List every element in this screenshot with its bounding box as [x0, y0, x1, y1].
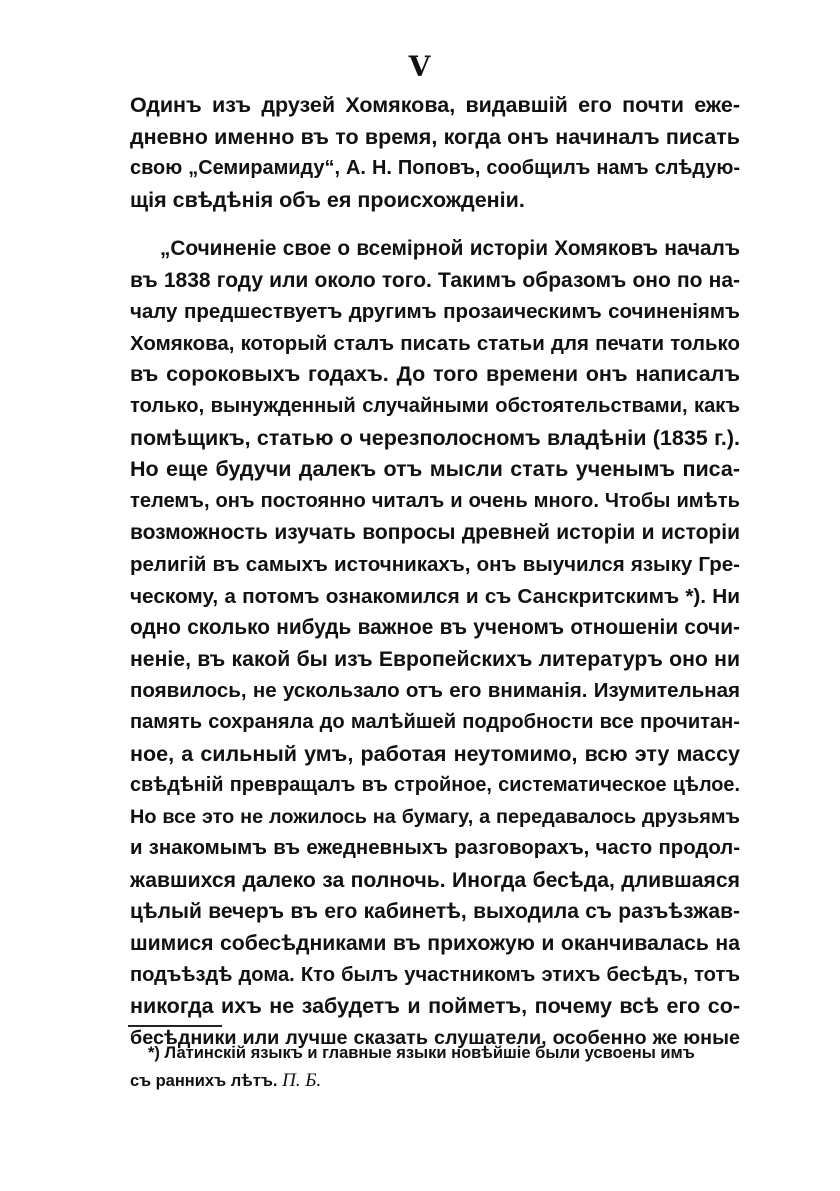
footnote-line: *) Латинскій языкъ и главные языки новѣйшіе были усвоены имъ: [148, 1044, 695, 1062]
text-line: только, вынужденный случайными обстоятельствами, какъ: [130, 394, 740, 417]
text-line: Хомякова, который сталъ писать статьи для печати только: [130, 331, 740, 355]
text-line: Но все это не ложилось на бумагу, а передавалось друзьямъ: [130, 805, 740, 828]
text-line: щія свѣдѣнія объ ея происхожденіи.: [130, 187, 525, 212]
text-line: появилось, не ускользало отъ его вниманія. Изумительная: [130, 679, 740, 703]
text-line: Одинъ изъ друзей Хомякова, видавшій его почти еже-: [130, 93, 740, 117]
text-line: религій въ самыхъ источникахъ, онъ выучился языку Гре-: [130, 552, 740, 576]
text-line: бесѣдники или лучше сказать слушатели, особенно же юные: [130, 1026, 740, 1049]
text-line: телемъ, онъ постоянно читалъ и очень много. Чтобы имѣть: [130, 489, 740, 512]
text-line: ческому, а потомъ ознакомился и съ Санскритскимъ *). Ни: [130, 584, 740, 608]
text-line: свою „Семирамиду“, А. Н. Поповъ, сообщилъ намъ слѣдую-: [130, 157, 740, 180]
paragraph-intro: [130, 90, 740, 216]
text-line: память сохраняла до малѣйшей подробности все прочитан-: [130, 710, 740, 733]
footnote-signature: П. Б.: [282, 1070, 322, 1091]
text-line: Но еще будучи далекъ отъ мысли стать ученымъ писа-: [130, 457, 740, 482]
text-line: ное, а сильный умъ, работая неутомимо, всю эту массу: [130, 741, 740, 766]
footnote-line-2: [130, 1067, 740, 1094]
text-line: возможность изучать вопросы древней исторіи и исторіи: [130, 521, 740, 545]
footnote-divider: [128, 1025, 222, 1027]
text-line: дневно именно въ то время, когда онъ начиналъ писать: [130, 124, 740, 149]
page-number: V: [408, 50, 432, 83]
footnote-text: съ раннихъ лѣтъ.: [130, 1072, 278, 1090]
text-line: въ сороковыхъ годахъ. До того времени онъ написалъ: [130, 362, 740, 387]
text-line: неніе, въ какой бы изъ Европейскихъ литературъ оно ни: [130, 647, 740, 671]
text-line: помѣщикъ, статью о черезполосномъ владѣніи (1835 г.).: [130, 425, 740, 450]
text-line: шимися собесѣдниками въ прихожую и оканчивалась на: [130, 932, 740, 956]
text-line: одно сколько нибудь важное въ ученомъ отношеніи сочи-: [130, 616, 740, 640]
text-line: цѣлый вечеръ въ его кабинетѣ, выходила съ разъѣзжав-: [130, 900, 740, 924]
text-line: чалу предшествуетъ другимъ прозаическимъ сочиненіямъ: [130, 300, 740, 324]
text-line: въ 1838 году или около того. Такимъ образомъ оно по на-: [130, 268, 740, 292]
text-line: свѣдѣній превращалъ въ стройное, систематическое цѣлое.: [130, 774, 740, 797]
text-line: подъѣздѣ дома. Кто былъ участникомъ этихъ бесѣдъ, тотъ: [130, 963, 740, 986]
paragraph-quote: [130, 233, 740, 1054]
text-line: и знакомымъ въ ежедневныхъ разговорахъ, часто продол-: [130, 837, 740, 860]
text-line: никогда ихъ не забудетъ и пойметъ, почему всѣ его со-: [130, 994, 740, 1019]
text-line: жавшихся далеко за полночь. Иногда бесѣда, длившаяся: [130, 868, 740, 892]
text-line: „Сочиненіе свое о всемірной исторіи Хомяковъ началъ: [160, 237, 740, 260]
footnote: [130, 1040, 740, 1094]
